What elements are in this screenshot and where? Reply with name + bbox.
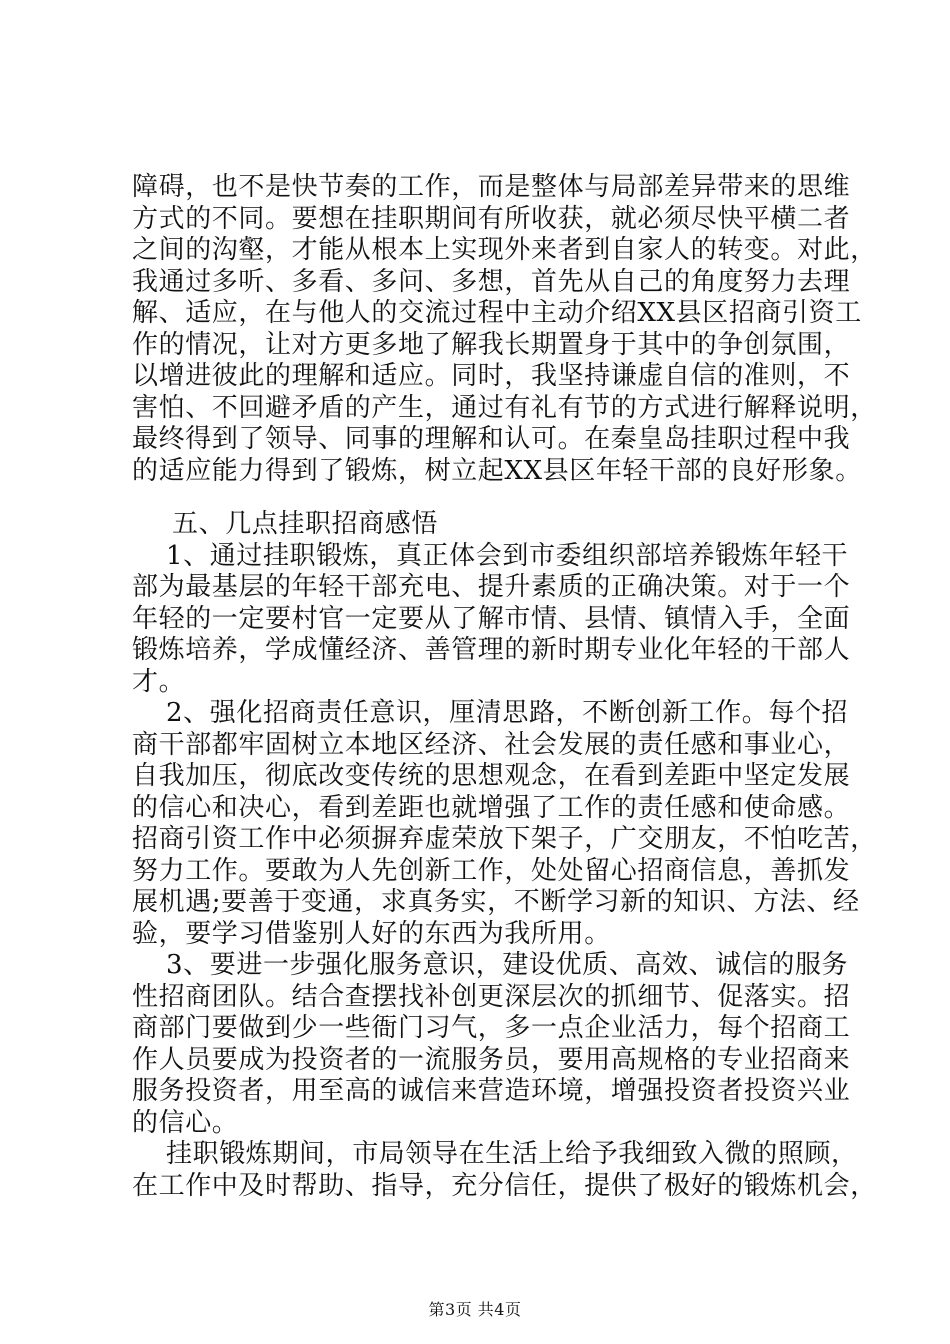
text-line: 方式的不同。要想在挂职期间有所收获，就必须尽快平横二者 [132,204,851,234]
text-line: 3、要进一步强化服务意识，建设优质、高效、诚信的服务 [166,950,849,980]
text-line: 验，要学习借鉴别人好的东西为我所用。 [132,919,611,949]
text-line: 作的情况，让对方更多地了解我长期置身于其中的争创氛围， [132,330,851,360]
text-line: 的适应能力得到了锻炼，树立起XX县区年轻干部的良好形象。 [132,456,862,486]
text-line: 商部门要做到少一些衙门习气，多一点企业活力，每个招商工 [132,1013,851,1043]
text-line: 解、适应，在与他人的交流过程中主动介绍XX县区招商引资工 [132,298,862,328]
text-line: 的信心。 [132,1108,239,1138]
text-line: 1、通过挂职锻炼，真正体会到市委组织部培养锻炼年轻干 [166,541,849,571]
text-line: 锻炼培养，学成懂经济、善管理的新时期专业化年轻的干部人 [132,635,851,665]
text-line: 作人员要成为投资者的一流服务员，要用高规格的专业招商来 [132,1045,851,1075]
text-line: 障碍，也不是快节奏的工作，而是整体与局部差异带来的思维 [132,172,851,202]
text-line: 招商引资工作中必须摒弃虚荣放下架子，广交朋友，不怕吃苦， [132,824,877,854]
text-line: 在工作中及时帮助、指导，充分信任，提供了极好的锻炼机会， [132,1171,877,1201]
text-line: 部为最基层的年轻干部充电、提升素质的正确决策。对于一个 [132,572,851,602]
text-line: 商干部都牢固树立本地区经济、社会发展的责任感和事业心， [132,730,851,760]
text-line: 之间的沟壑，才能从根本上实现外来者到自家人的转变。对此， [132,235,877,265]
text-line: 年轻的一定要村官一定要从了解市情、县情、镇情入手，全面 [132,604,851,634]
page-footer: 第3页 共4页 [428,1300,522,1319]
text-line: 的信心和决心，看到差距也就增强了工作的责任感和使命感。 [132,793,851,823]
text-line: 性招商团队。结合查摆找补创更深层次的抓细节、促落实。招 [132,982,851,1012]
text-line: 最终得到了领导、同事的理解和认可。在秦皇岛挂职过程中我 [132,424,851,454]
text-line: 我通过多听、多看、多问、多想，首先从自己的角度努力去理 [132,267,851,297]
section-heading: 五、几点挂职招商感悟 [172,509,439,539]
text-line: 2、强化招商责任意识，厘清思路，不断创新工作。每个招 [166,698,849,728]
text-line: 努力工作。要敢为人先创新工作，处处留心招商信息，善抓发 [132,856,851,886]
text-line: 服务投资者，用至高的诚信来营造环境，增强投资者投资兴业 [132,1076,851,1106]
text-line: 挂职锻炼期间，市局领导在生活上给予我细致入微的照顾， [166,1139,858,1169]
text-line: 以增进彼此的理解和适应。同时，我坚持谦虚自信的准则，不 [132,361,851,391]
text-line: 自我加压，彻底改变传统的思想观念，在看到差距中坚定发展 [132,761,851,791]
text-line: 害怕、不回避矛盾的产生，通过有礼有节的方式进行解释说明， [132,393,877,423]
text-line: 展机遇;要善于变通，求真务实，不断学习新的知识、方法、经 [132,887,860,917]
text-line: 才。 [132,667,186,697]
